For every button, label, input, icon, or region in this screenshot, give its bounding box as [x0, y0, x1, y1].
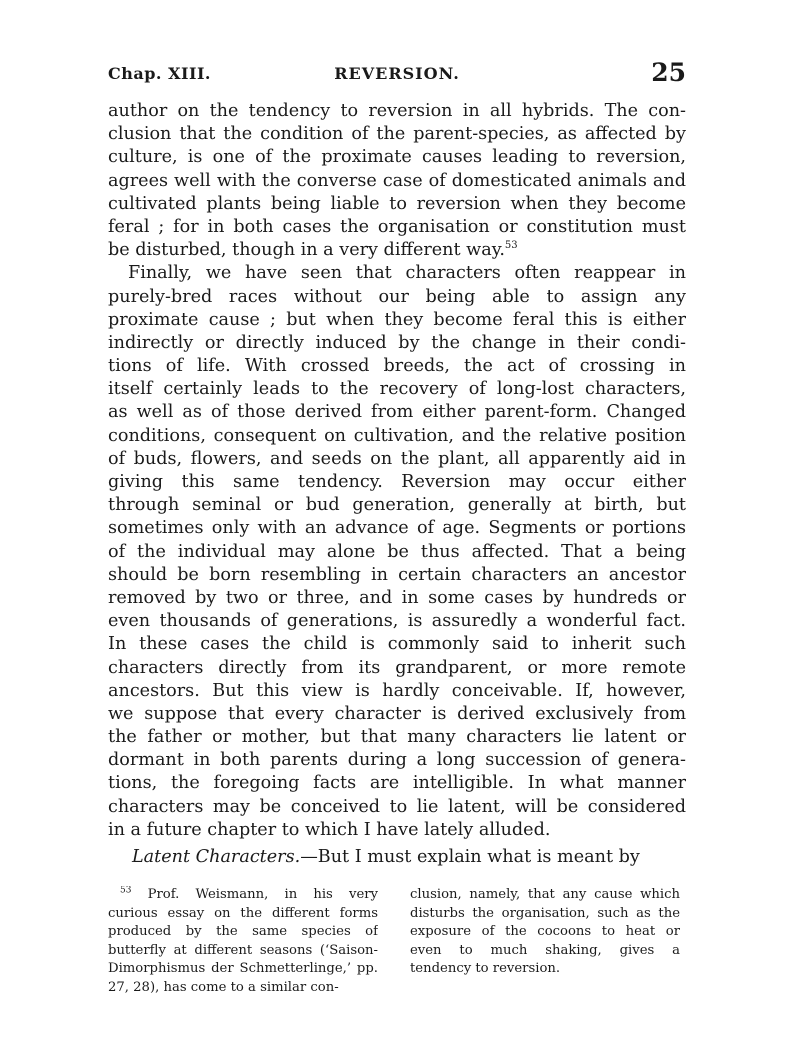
body-line-text: itself certainly leads to the recovery of long-lost characters,	[108, 379, 686, 400]
body-line	[108, 726, 686, 749]
footnote-line-text: clusion, namely, that any cause which	[410, 887, 680, 902]
body-line-text: culture, is one of the proximate causes leading to reversion,	[108, 147, 686, 168]
body-line-text: conditions, consequent on cultivation, and the relative position	[108, 425, 686, 446]
body-line-text: ancestors. But this view is hardly conceivable. If, however,	[108, 680, 686, 701]
footnote-line-text: disturbs the organisation, such as the	[410, 905, 680, 921]
body-line	[108, 401, 686, 424]
body-line-text: dormant in both parents during a long succession of genera-	[108, 750, 686, 771]
body-line	[108, 772, 686, 795]
footnote-reference: 53	[504, 240, 518, 252]
body-line-text: removed by two or three, and in some cases by hundreds or	[108, 587, 686, 608]
body-line-text: be disturbed, though in a very different way.	[108, 240, 505, 261]
body-line	[108, 541, 686, 564]
body-line-text: indirectly or directly induced by the change in their condi-	[108, 332, 686, 353]
footnote-line	[108, 979, 378, 998]
body-line	[108, 170, 686, 193]
subsection-text: —But I must explain what is meant by	[300, 847, 640, 867]
footnote-line-text: 27, 28), has come to a similar con-	[108, 979, 339, 995]
chapter-label: Chap. XIII.	[108, 64, 211, 83]
body-line-text: sometimes only with an advance of age. Segments or portions	[108, 518, 686, 539]
body-line-text: characters directly from its grandparent, or more remote	[108, 657, 686, 678]
body-line	[108, 680, 686, 703]
body-line-text: should be born resembling in certain characters an ancestor	[108, 564, 686, 585]
body-line	[108, 657, 686, 680]
body-line-text: clusion that the condition of the parent-species, as affected by	[108, 124, 686, 145]
body-line-text: in a future chapter to which I have lately alluded.	[108, 819, 551, 840]
footnote-line-text: produced by the same species of	[108, 924, 378, 939]
footnote-line-text: Prof. Weismann, in his very	[147, 887, 378, 902]
footnote-line-text: butterfly at different seasons (‘Saison-	[108, 942, 378, 958]
running-title: REVERSION.	[334, 64, 460, 83]
footnote-mark: 53	[120, 886, 132, 896]
body-line	[108, 587, 686, 610]
subsection-line	[108, 846, 686, 869]
footnote-column-right	[410, 886, 680, 979]
footnote-line	[410, 905, 680, 924]
footnote-line-text: tendency to reversion.	[410, 961, 561, 976]
body-line-text: characters may be conceived to lie latent, will be considered	[108, 796, 686, 817]
body-line	[108, 239, 686, 262]
body-line	[108, 286, 686, 309]
body-line	[108, 216, 686, 239]
body-line	[108, 564, 686, 587]
body-line	[108, 123, 686, 146]
footnote-line-text: exposure of the cocoons to heat or	[410, 924, 680, 939]
footnote-line	[108, 886, 378, 905]
body-line	[108, 332, 686, 355]
body-line	[108, 610, 686, 633]
body-line-text: author on the tendency to reversion in all hybrids. The con-	[108, 101, 686, 121]
body-line-text: through seminal or bud generation, generally at birth, but	[108, 495, 686, 516]
footnotes	[108, 886, 686, 996]
body-line	[108, 749, 686, 772]
page-number: 25	[651, 58, 686, 87]
footnote-line	[108, 905, 378, 924]
body-line	[108, 146, 686, 169]
footnote-line-text: Dimorphismus der Schmetterlinge,’ pp.	[108, 961, 378, 976]
body-line	[108, 517, 686, 540]
body-line	[108, 471, 686, 494]
body-line	[108, 448, 686, 471]
subsection-heading: Latent Characters.	[132, 847, 301, 867]
body-line-text: giving this same tendency. Reversion may occur either	[108, 472, 686, 492]
body-text	[108, 100, 686, 842]
footnote-line	[410, 923, 680, 942]
subsection-latent-characters	[108, 846, 686, 869]
body-line-text: we suppose that every character is derived exclusively from	[108, 703, 686, 724]
footnote-column-left	[108, 886, 378, 997]
footnote-line	[108, 942, 378, 961]
body-line	[108, 819, 686, 842]
body-line-text: Finally, we have seen that characters often reappear in	[128, 263, 686, 284]
footnote-line	[410, 942, 680, 961]
body-line-text: agrees well with the converse case of domesticated animals and	[108, 170, 686, 191]
footnote-line	[108, 960, 378, 979]
body-line	[108, 193, 686, 216]
body-line	[108, 262, 686, 285]
body-line	[108, 309, 686, 332]
footnote-line	[410, 960, 680, 979]
body-line	[108, 633, 686, 656]
body-line	[108, 425, 686, 448]
body-line-text: of the individual may alone be thus affected. That a being	[108, 541, 686, 562]
body-line	[108, 355, 686, 378]
body-line	[108, 494, 686, 517]
body-line	[108, 378, 686, 401]
body-line-text: even thousands of generations, is assuredly a wonderful fact.	[108, 611, 686, 632]
body-line-text: of buds, flowers, and seeds on the plant, all apparently aid in	[108, 448, 686, 469]
body-line-text: tions, the foregoing facts are intelligible. In what manner	[108, 773, 686, 794]
footnote-line-text: curious essay on the different forms	[108, 905, 378, 921]
body-line-text: In these cases the child is commonly said to inherit such	[108, 634, 686, 655]
body-line-text: cultivated plants being liable to reversion when they become	[108, 193, 686, 214]
body-line	[108, 703, 686, 726]
footnote-line	[108, 923, 378, 942]
body-line-text: as well as of those derived from either parent-form. Changed	[108, 402, 686, 423]
body-line-text: the father or mother, but that many characters lie latent or	[108, 727, 686, 748]
body-line	[108, 100, 686, 123]
body-line-text: tions of life. With crossed breeds, the act of crossing in	[108, 356, 686, 377]
body-line-text: feral ; for in both cases the organisation or constitution must	[108, 216, 686, 237]
body-line-text: proximate cause ; but when they become feral this is either	[108, 309, 686, 330]
running-head	[108, 58, 686, 94]
footnote-line-text: even to much shaking, gives a	[410, 942, 680, 958]
footnote-line	[410, 886, 680, 905]
body-line-text: purely-bred races without our being able to assign any	[108, 286, 686, 307]
body-line	[108, 796, 686, 819]
